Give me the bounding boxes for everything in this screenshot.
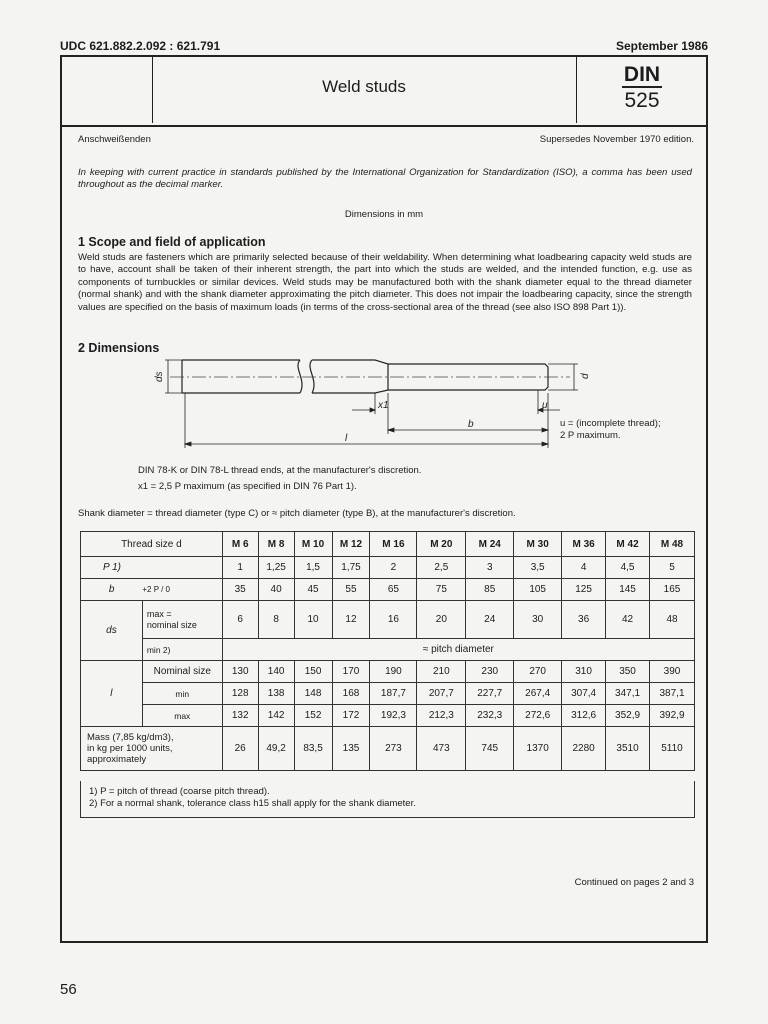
table-cell: 5 [650,557,695,579]
table-cell: 387,1 [650,683,695,705]
table-cell: 5110 [650,727,695,771]
table-cell: 16 [370,601,417,639]
table-cell: 150 [294,661,332,683]
supersedes-note: Supersedes November 1970 edition. [539,134,694,145]
ds-min-label: min 2) [142,639,222,661]
table-row-l-min [81,683,695,705]
table-cell: 473 [417,727,466,771]
arrow-x1 [370,408,375,412]
thread-outline [312,360,548,393]
table-cell: 273 [370,727,417,771]
label-ds: ds [154,371,165,382]
table-cell: 24 [466,601,514,639]
table-cell: 26 [222,727,258,771]
label-x1: x1 [378,400,389,411]
mass-label-line-2: in kg per 1000 units, [87,743,173,754]
footnote-2: 2) For a normal shank, tolerance class h15 shall apply for the shank diameter. [89,798,416,809]
table-cell: 142 [258,705,294,727]
title-bar-left-cell [62,57,153,123]
break-line-1 [298,360,302,393]
section-1-heading: 1 Scope and field of application [78,235,266,249]
intro-note: In keeping with current practice in standards published by the International Organization for Standardization (ISO), a comma has been used throughout as the decimal marker. [78,167,692,191]
table-cell: M 10 [294,532,332,557]
table-cell: 55 [332,579,370,601]
table-cell: M 12 [332,532,370,557]
table-cell: 35 [222,579,258,601]
din-logo [577,63,707,87]
table-cell: 2280 [562,727,606,771]
table-cell: 312,6 [562,705,606,727]
break-line-2 [310,360,314,393]
table-cell: 20 [417,601,466,639]
table-cell: M 30 [514,532,562,557]
mass-label [81,727,223,771]
table-cell: 272,6 [514,705,562,727]
ds-min-value: ≈ pitch diameter [222,639,694,661]
table-cell: 10 [294,601,332,639]
table-cell: 1,5 [294,557,332,579]
table-cell: 145 [606,579,650,601]
table-cell: 207,7 [417,683,466,705]
l-label: l [81,661,143,727]
table-cell: 152 [294,705,332,727]
dimensions-note: Dimensions in mm [344,209,424,220]
note-shank: Shank diameter = thread diameter (type C) or ≈ pitch diameter (type B), at the manufacturer's discretion. [78,508,516,519]
table-cell: 187,7 [370,683,417,705]
table-cell: 1370 [514,727,562,771]
table-cell: 390 [650,661,695,683]
table-cell: M 8 [258,532,294,557]
table-cell: 232,3 [466,705,514,727]
table-cell: 1,75 [332,557,370,579]
dimension-ds [165,360,182,393]
table-cell: 65 [370,579,417,601]
table-row-mass [81,727,695,771]
table-row-l-max [81,705,695,727]
pitch-label: P 1) [81,557,223,579]
table-cell: 75 [417,579,466,601]
ds-max-label [142,601,222,639]
table-cell: 165 [650,579,695,601]
label-d: d [580,373,591,379]
note-x1: x1 = 2,5 P maximum (as specified in DIN 76 Part 1). [138,481,357,492]
table-cell: 8 [258,601,294,639]
publication-date: September 1986 [615,39,708,53]
table-row-ds-min [81,639,695,661]
label-u: u [542,400,548,411]
table-row-ds-max [81,601,695,639]
table-cell: 132 [222,705,258,727]
section-1-text: Weld studs are fasteners which are primarily selected because of their weldability. When determining what loadbearing capacity weld studs are to have, account shall be taken of their inherent strength, the part into which the studs are welded, and the intended function, e.g. use as components of turnbuckles or similar devices. Weld studs may be manufactured both with the shank diameter equal to the thread diameter (normal shank) and with the shank diameter approximating the pitch diameter. This does not impair the loadbearing capacity, since the strength values are specified on the basis of maximum loads (in terms of the cross-sectional area of the thread (see also ISO 898 Part 1)). [78,252,692,313]
table-cell: 192,3 [370,705,417,727]
table-cell: 42 [606,601,650,639]
table-cell: 3,5 [514,557,562,579]
table-cell: 105 [514,579,562,601]
table-cell: M 24 [466,532,514,557]
dimensions-table [80,531,695,771]
table-cell: 140 [258,661,294,683]
table-cell: 128 [222,683,258,705]
table-row-l-nominal [81,661,695,683]
table-cell: 83,5 [294,727,332,771]
table-cell: 230 [466,661,514,683]
table-cell: 170 [332,661,370,683]
table-cell: M 42 [606,532,650,557]
section-2-heading: 2 Dimensions [78,341,160,355]
table-row-thread-size [81,532,695,557]
table-cell: 212,3 [417,705,466,727]
table-row-pitch [81,557,695,579]
table-cell: 12 [332,601,370,639]
table-cell: 352,9 [606,705,650,727]
mass-label-line-1: Mass (7,85 kg/dm3), [87,732,174,743]
thread-size-label: Thread size d [81,532,223,557]
note-thread-ends: DIN 78-K or DIN 78-L thread ends, at the manufacturer's discretion. [138,465,422,476]
table-cell: 3 [466,557,514,579]
l-nominal-label: Nominal size [142,661,222,683]
table-cell: 1 [222,557,258,579]
table-cell: M 6 [222,532,258,557]
label-l: l [345,433,348,444]
table-cell: 40 [258,579,294,601]
table-cell: 2,5 [417,557,466,579]
din-box [576,57,707,123]
b-tolerance: +2 P / 0 [142,579,222,601]
note-u-line-1: u = (incomplete thread); [560,418,661,429]
table-footnotes [80,781,695,818]
ds-label: ds [81,601,143,661]
table-cell: 138 [258,683,294,705]
table-cell: 45 [294,579,332,601]
continued-note: Continued on pages 2 and 3 [574,877,694,888]
ds-max-label-line-2: nominal size [146,619,197,630]
table-cell: 48 [650,601,695,639]
label-b: b [468,419,474,430]
table-cell: M 48 [650,532,695,557]
l-max-label: max [142,705,222,727]
table-cell: 310 [562,661,606,683]
weld-stud-drawing [140,350,700,455]
table-cell: 267,4 [514,683,562,705]
shank-outline-left [182,360,300,393]
udc-code: UDC 621.882.2.092 : 621.791 [60,39,221,53]
table-cell: 148 [294,683,332,705]
table-row-b [81,579,695,601]
table-cell: 227,7 [466,683,514,705]
din-logo-text: DIN [623,63,661,86]
table-cell: 190 [370,661,417,683]
table-cell: 85 [466,579,514,601]
table-cell: 30 [514,601,562,639]
table-cell: 125 [562,579,606,601]
table-cell: 130 [222,661,258,683]
din-number: 525 [624,89,660,112]
title-bar [62,57,706,127]
ds-max-label-line-1: max = [146,608,172,619]
table-cell: 2 [370,557,417,579]
table-cell: M 36 [562,532,606,557]
table-cell: 392,9 [650,705,695,727]
table-cell: 347,1 [606,683,650,705]
footnote-1: 1) P = pitch of thread (coarse pitch thread). [89,786,270,797]
table-cell: 1,25 [258,557,294,579]
note-u-line-2: 2 P maximum. [560,430,621,441]
page-number: 56 [60,981,77,998]
table-cell: 3510 [606,727,650,771]
l-min-label: min [142,683,222,705]
table-cell: M 20 [417,532,466,557]
table-cell: 4,5 [606,557,650,579]
table-cell: 350 [606,661,650,683]
table-cell: 135 [332,727,370,771]
table-cell: 270 [514,661,562,683]
table-cell: 36 [562,601,606,639]
table-cell: M 16 [370,532,417,557]
table-cell: 4 [562,557,606,579]
table-cell: 172 [332,705,370,727]
page-title: Weld studs [322,77,406,96]
mass-label-line-3: approximately [87,754,147,765]
table-cell: 49,2 [258,727,294,771]
b-label: b [81,579,143,601]
table-cell: 745 [466,727,514,771]
german-title: Anschweißenden [78,134,151,145]
table-cell: 6 [222,601,258,639]
table-cell: 307,4 [562,683,606,705]
table-cell: 210 [417,661,466,683]
table-cell: 168 [332,683,370,705]
